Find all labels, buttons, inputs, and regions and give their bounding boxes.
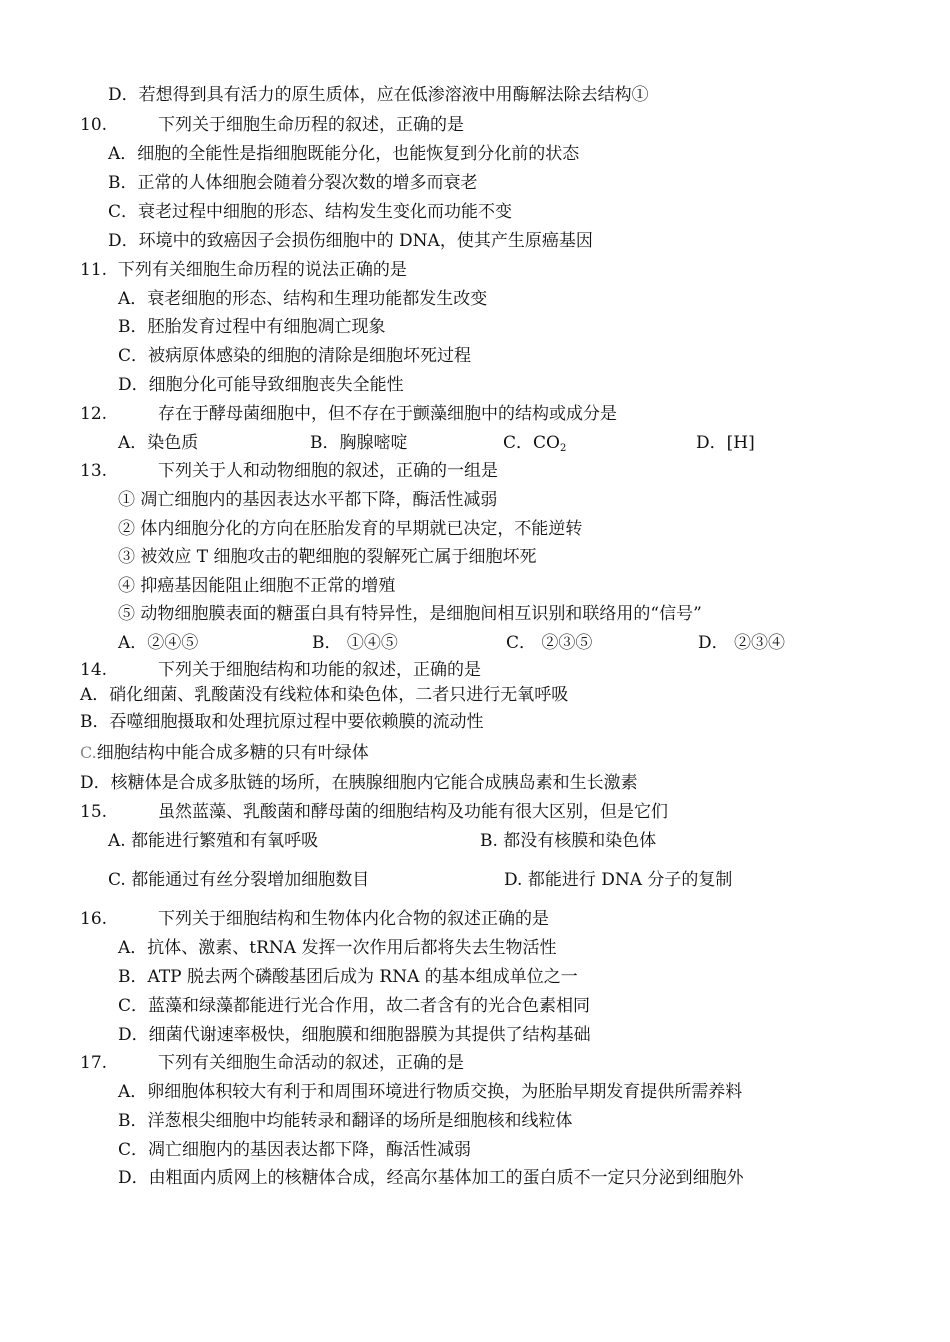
q15-option-c: C. 都能通过有丝分裂增加细胞数目 xyxy=(108,870,370,890)
q11-number: 11. xyxy=(80,260,108,280)
q10-stem-text: 下列关于细胞生命历程的叙述，正确的是 xyxy=(158,115,464,135)
q14-option-d: D．核糖体是合成多肽链的场所，在胰腺细胞内它能合成胰岛素和生长激素 xyxy=(80,773,638,793)
q16-option-c: C．蓝藻和绿藻都能进行光合作用，故二者含有的光合色素相同 xyxy=(118,996,591,1016)
q15-option-a: A. 都能进行繁殖和有氧呼吸 xyxy=(108,831,319,851)
q11-option-d: D．细胞分化可能导致细胞丧失全能性 xyxy=(118,375,404,395)
q14-option-a: A．硝化细菌、乳酸菌没有线粒体和染色体，二者只进行无氧呼吸 xyxy=(80,685,569,705)
q14-stem-text: 下列关于细胞结构和功能的叙述，正确的是 xyxy=(158,660,481,680)
q14-stem xyxy=(80,659,481,681)
q14-option-c-mark: C. xyxy=(80,743,97,762)
q16-option-b: B．ATP 脱去两个磷酸基团后成为 RNA 的基本组成单位之一 xyxy=(118,967,578,987)
q13-stem-text: 下列关于人和动物细胞的叙述，正确的一组是 xyxy=(158,461,498,481)
q15-option-b: B. 都没有核膜和染色体 xyxy=(480,831,657,851)
q16-stem xyxy=(80,908,549,930)
q11-stem xyxy=(80,259,407,281)
q12-option-b: B．胸腺嘧啶 xyxy=(310,433,408,453)
q13-option-b: B． ①④⑤ xyxy=(312,633,398,653)
q12-option-d: D．[H] xyxy=(696,433,755,453)
q13-statement-3: ③ 被效应 T 细胞攻击的靶细胞的裂解死亡属于细胞坏死 xyxy=(118,547,537,567)
q10-stem xyxy=(80,114,464,136)
q14-option-b: B．吞噬细胞摄取和处理抗原过程中要依赖膜的流动性 xyxy=(80,712,484,732)
q17-stem xyxy=(80,1052,464,1074)
q13-statement-5: ⑤ 动物细胞膜表面的糖蛋白具有特异性，是细胞间相互识别和联络用的“信号” xyxy=(118,604,702,624)
q17-number: 17. xyxy=(80,1053,108,1073)
q9-option-d: D．若想得到具有活力的原生质体，应在低渗溶液中用酶解法除去结构① xyxy=(108,85,649,105)
q17-option-c: C．凋亡细胞内的基因表达都下降，酶活性减弱 xyxy=(118,1140,472,1160)
q14-number: 14. xyxy=(80,660,108,680)
q10-number: 10. xyxy=(80,115,108,135)
q12-stem xyxy=(80,403,617,425)
q15-stem-text: 虽然蓝藻、乳酸菌和酵母菌的细胞结构及功能有很大区别，但是它们 xyxy=(158,802,668,822)
q12-option-c-text: C．CO xyxy=(503,433,560,453)
q13-option-c: C． ②③⑤ xyxy=(506,633,593,653)
q13-stem xyxy=(80,460,498,482)
q17-option-d: D．由粗面内质网上的核糖体合成，经高尔基体加工的蛋白质不一定只分泌到细胞外 xyxy=(118,1168,744,1188)
q16-option-d: D．细菌代谢速率极快，细胞膜和细胞器膜为其提供了结构基础 xyxy=(118,1025,591,1045)
q10-option-d: D．环境中的致癌因子会损伤细胞中的 DNA，使其产生原癌基因 xyxy=(108,231,593,251)
q12-stem-text: 存在于酵母菌细胞中，但不存在于颤藻细胞中的结构或成分是 xyxy=(158,404,617,424)
q13-statement-4: ④ 抑癌基因能阻止细胞不正常的增殖 xyxy=(118,576,396,596)
q11-option-c: C．被病原体感染的细胞的清除是细胞坏死过程 xyxy=(118,346,472,366)
q16-option-a: A．抗体、激素、tRNA 发挥一次作用后都将失去生物活性 xyxy=(118,938,557,958)
q10-option-a: A．细胞的全能性是指细胞既能分化，也能恢复到分化前的状态 xyxy=(108,144,580,164)
q16-number: 16. xyxy=(80,909,108,929)
q13-option-d: D． ②③④ xyxy=(698,633,786,653)
q10-option-c: C．衰老过程中细胞的形态、结构发生变化而功能不变 xyxy=(108,202,513,222)
q13-statement-2: ② 体内细胞分化的方向在胚胎发育的早期就已决定，不能逆转 xyxy=(118,519,583,539)
q13-option-a: A．②④⑤ xyxy=(118,633,199,653)
q16-stem-text: 下列关于细胞结构和生物体内化合物的叙述正确的是 xyxy=(158,909,549,929)
q11-option-b: B．胚胎发育过程中有细胞凋亡现象 xyxy=(118,317,386,337)
q10-option-b: B．正常的人体细胞会随着分裂次数的增多而衰老 xyxy=(108,173,478,193)
q12-option-c-subscript: 2 xyxy=(559,443,567,454)
q12-number: 12. xyxy=(80,404,108,424)
q17-option-a: A．卵细胞体积较大有利于和周围环境进行物质交换，为胚胎早期发育提供所需养料 xyxy=(118,1082,743,1102)
q15-option-d: D. 都能进行 DNA 分子的复制 xyxy=(504,870,733,890)
q13-statement-1: ① 凋亡细胞内的基因表达水平都下降，酶活性减弱 xyxy=(118,490,498,510)
q14-option-c-text: 细胞结构中能合成多糖的只有叶绿体 xyxy=(96,743,369,763)
q17-option-b: B．洋葱根尖细胞中均能转录和翻译的场所是细胞核和线粒体 xyxy=(118,1111,573,1131)
q12-option-a: A．染色质 xyxy=(118,433,199,453)
q11-option-a: A．衰老细胞的形态、结构和生理功能都发生改变 xyxy=(118,289,488,309)
q11-stem-text: 下列有关细胞生命历程的说法正确的是 xyxy=(117,260,407,280)
q14-option-c xyxy=(80,742,369,764)
q12-option-c xyxy=(503,432,566,460)
q15-stem xyxy=(80,801,668,823)
q13-number: 13. xyxy=(80,461,108,481)
q15-number: 15. xyxy=(80,802,108,822)
q17-stem-text: 下列有关细胞生命活动的叙述，正确的是 xyxy=(158,1053,464,1073)
